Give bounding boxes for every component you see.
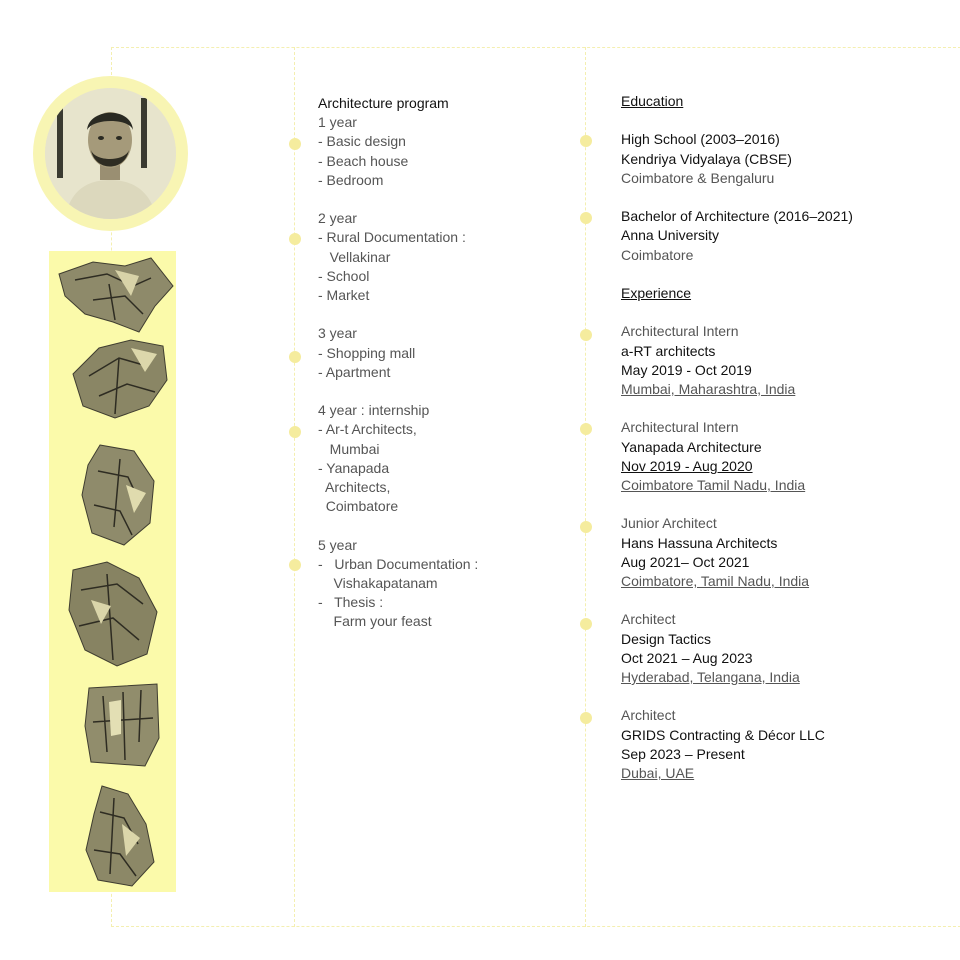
experience-role: Architectural Intern xyxy=(621,419,739,436)
crumpled-model-2 xyxy=(69,336,169,422)
experience-company: GRIDS Contracting & Décor LLC xyxy=(621,726,825,743)
education-degree: Bachelor of Architecture (2016–2021) xyxy=(621,208,853,225)
program-line: Coimbatore xyxy=(318,498,399,515)
program-line: - Ar-t Architects, xyxy=(318,421,417,438)
experience-dates: Sep 2023 – Present xyxy=(621,745,745,762)
program-line: - Market xyxy=(318,287,370,304)
experience-company: a-RT architects xyxy=(621,342,716,359)
program-year-4 xyxy=(318,401,578,516)
timeline-dot xyxy=(580,712,592,724)
timeline-dot xyxy=(289,351,301,363)
experience-role: Architectural Intern xyxy=(621,323,739,340)
experience-company: Hans Hassuna Architects xyxy=(621,534,778,551)
timeline-dot xyxy=(289,426,301,438)
program-title: Architecture program xyxy=(318,95,449,111)
program-line: - Shopping mall xyxy=(318,344,416,361)
program-line: Mumbai xyxy=(318,440,380,457)
experience-item xyxy=(621,610,951,687)
experience-item xyxy=(621,322,951,399)
program-line: - Yanapada xyxy=(318,459,390,476)
program-year-1 xyxy=(318,113,578,190)
education-school: Kendriya Vidyalaya (CBSE) xyxy=(621,150,792,167)
program-line: - Thesis : xyxy=(318,594,384,611)
experience-company: Yanapada Architecture xyxy=(621,438,762,455)
program-line: 2 year xyxy=(318,210,357,227)
experience-location-link[interactable]: Coimbatore Tamil Nadu, India xyxy=(621,476,806,493)
education-location: Coimbatore xyxy=(621,246,694,263)
timeline-dot xyxy=(580,212,592,224)
program-line: - Apartment xyxy=(318,363,391,380)
program-line: Vishakapatanam xyxy=(318,575,438,592)
timeline-dot xyxy=(580,423,592,435)
timeline-dot xyxy=(580,618,592,630)
experience-item xyxy=(621,706,951,783)
experience-company: Design Tactics xyxy=(621,630,712,647)
experience-item xyxy=(621,418,951,495)
education-degree: High School (2003–2016) xyxy=(621,131,780,148)
education-item xyxy=(621,130,951,188)
education-school: Anna University xyxy=(621,227,720,244)
program-year-3 xyxy=(318,324,578,382)
program-line: 5 year xyxy=(318,536,357,553)
experience-location-link[interactable]: Mumbai, Maharashtra, India xyxy=(621,380,796,397)
education-item xyxy=(621,207,951,265)
timeline-dot xyxy=(289,233,301,245)
column-divider-1 xyxy=(294,47,295,927)
program-line: - Basic design xyxy=(318,133,406,150)
experience-dates: May 2019 - Oct 2019 xyxy=(621,361,752,378)
experience-dates: Oct 2021 – Aug 2023 xyxy=(621,649,753,666)
portrait-photo xyxy=(45,88,176,219)
crumpled-model-4 xyxy=(67,560,159,668)
program-line: 3 year xyxy=(318,325,357,342)
education-heading: Education xyxy=(621,93,684,109)
program-line: 1 year xyxy=(318,114,357,131)
timeline-dot xyxy=(289,559,301,571)
timeline-dot xyxy=(289,138,301,150)
crumpled-model-3 xyxy=(80,441,158,549)
program-year-2 xyxy=(318,209,578,305)
experience-dates: Aug 2021– Oct 2021 xyxy=(621,553,750,570)
program-line: - School xyxy=(318,267,370,284)
program-line: - Urban Documentation : xyxy=(318,555,479,572)
experience-role: Architect xyxy=(621,707,676,724)
crumpled-model-6 xyxy=(84,784,156,888)
program-line: 4 year : internship xyxy=(318,402,430,419)
program-line: - Bedroom xyxy=(318,171,384,188)
program-line: Vellakinar xyxy=(318,248,391,265)
experience-role: Junior Architect xyxy=(621,515,717,532)
timeline-dot xyxy=(580,521,592,533)
experience-location-link[interactable]: Hyderabad, Telangana, India xyxy=(621,668,800,685)
experience-heading: Experience xyxy=(621,284,692,301)
experience-location-link[interactable]: Dubai, UAE xyxy=(621,764,695,781)
architecture-program xyxy=(318,94,578,632)
program-line: - Rural Documentation : xyxy=(318,229,466,246)
education-experience xyxy=(621,92,951,783)
program-line: Farm your feast xyxy=(318,613,432,630)
education-location: Coimbatore & Bengaluru xyxy=(621,169,775,186)
program-line: - Beach house xyxy=(318,152,409,169)
crumpled-model-5 xyxy=(83,682,161,768)
timeline-dot xyxy=(580,135,592,147)
experience-role: Architect xyxy=(621,611,676,628)
column-divider-2 xyxy=(585,47,586,927)
program-line: Architects, xyxy=(318,479,391,496)
experience-dates: Nov 2019 - Aug 2020 xyxy=(621,457,753,474)
experience-location-link[interactable]: Coimbatore, Tamil Nadu, India xyxy=(621,572,810,589)
experience-item xyxy=(621,514,951,591)
program-year-5 xyxy=(318,536,578,632)
timeline-dot xyxy=(580,329,592,341)
crumpled-model-1 xyxy=(55,256,177,336)
